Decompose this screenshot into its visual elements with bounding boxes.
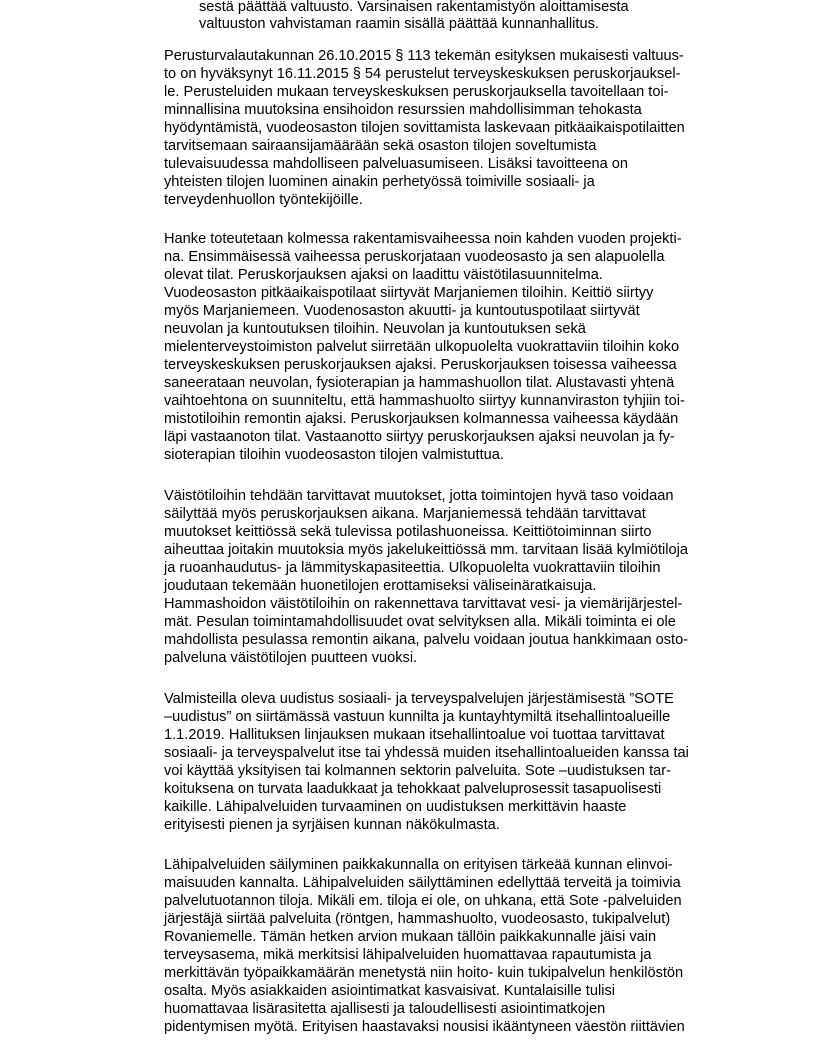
paragraph-3-line: mät. Pesulan toimintamahdollisuudet ovat selvityksen alla. Mikäli toiminta ei ole — [164, 614, 676, 630]
paragraph-3-line: Hammashoidon väistötiloihin on rakennettava tarvittavat vesi- ja viemärijärjestel- — [164, 596, 683, 612]
paragraph-1-line: terveydenhuollon työntekijöille. — [164, 192, 363, 208]
paragraph-3-line: aiheuttaa joitakin muutoksia myös jakelukeittiössä mm. tarvitaan lisää kylmiötiloja — [164, 542, 688, 558]
paragraph-2-line: läpi vastaanoton tilat. Vastaanotto siirtyy peruskorjauksen ajaksi neuvolan ja fy- — [164, 429, 675, 445]
paragraph-3-line: säilyttää myös peruskorjauksen aikana. Marjaniemessä tehdään tarvittavat — [164, 506, 646, 522]
intro-line: sestä päättää valtuusto. Varsinaisen rakentamistyön aloittamisesta — [199, 0, 629, 15]
paragraph-2-line: Hanke toteutetaan kolmessa rakentamisvaiheessa noin kahden vuoden projekti- — [164, 231, 682, 247]
paragraph-4-line: 1.1.2019. Hallituksen linjauksen mukaan itsehallintoalue voi tuottaa tarvittavat — [164, 727, 665, 743]
paragraph-1-line: to on hyväksynyt 16.11.2015 § 54 perustelut terveyskeskuksen peruskorjauksel- — [164, 66, 681, 82]
paragraph-4-line: erityisesti pienen ja syrjäisen kunnan näkökulmasta. — [164, 817, 500, 833]
paragraph-5-line: merkittävän työpaikkamäärän menetystä niin hoito- kuin tukipalvelun henkilöstön — [164, 965, 684, 981]
paragraph-2-line: neuvolan ja kuntoutuksen tiloihin. Neuvolan ja kuntoutuksen sekä — [164, 321, 586, 337]
paragraph-5-line: osalta. Myös asiakkaiden asiointimatkat kasvaisivat. Kuntalaisille tulisi — [164, 983, 615, 999]
intro-line: valtuuston vahvistaman raamin sisällä päättää kunnanhallitus. — [199, 16, 599, 32]
paragraph-2-line: mielenterveystoimiston palvelut siirretään ulkopuolelta vuokrattaviin tiloihin koko — [164, 339, 680, 355]
paragraph-3-line: mahdollista pesulassa remontin aikana, palvelu voidaan joutua hankkimaan osto- — [164, 632, 689, 648]
paragraph-4-line: voi käyttää yksityisen tai kolmannen sektorin palveluita. Sote –uudistuksen tar- — [164, 763, 671, 779]
paragraph-3-line: Väistötiloihin tehdään tarvittavat muutokset, jotta toimintojen hyvä taso voidaan — [164, 488, 674, 504]
paragraph-2-line: olevat tilat. Peruskorjauksen ajaksi on laadittu väistötilasuunnitelma. — [164, 267, 603, 283]
paragraph-2-line: vaihtoehtona on suunniteltu, että hammashuolto siirtyy kunnanviraston tyhjiin toi- — [164, 393, 685, 409]
paragraph-4-line: kaikille. Lähipalveluiden turvaaminen on uudistuksen merkittävin haaste — [164, 799, 627, 815]
paragraph-5-line: terveysasema, mikä merkitsisi lähipalveluiden huomattavaa rapautumista ja — [164, 947, 652, 963]
paragraph-3-line: ja ruoanhaudutus- ja lämmityskapasiteettia. Ulkopuolelta vuokrattaviin tiloihin — [164, 560, 661, 576]
paragraph-2-line: saneerataan neuvolan, fysioterapian ja hammashuollon tilat. Alustavasti yhtenä — [164, 375, 675, 391]
paragraph-1-line: tarvitsemaan sairaansijamäärään sekä osaston tilojen soveltumista — [164, 138, 597, 154]
paragraph-5-line: Lähipalveluiden säilyminen paikkakunnalla on erityisen tärkeää kunnan elinvoi- — [164, 857, 673, 873]
paragraph-1-line: minnallisina muutoksina ensihoidon resurssien mahdollisimman tehokasta — [164, 102, 642, 118]
paragraph-1-line: yhteisten tilojen luominen ainakin perhetyössä toimiville sosiaali- ja — [164, 174, 595, 190]
paragraph-2-line: na. Ensimmäisessä vaiheessa peruskorjataan vuodeosasto ja sen alapuolella — [164, 249, 665, 265]
paragraph-5-line: Rovaniemelle. Tämän hetken arvion mukaan tällöin paikkakunnalle jäisi vain — [164, 929, 657, 945]
paragraph-5-line: pidentymisen myötä. Erityisen haastavaksi nousisi ikääntyneen väestön riittävien — [164, 1019, 685, 1035]
paragraph-4-line: –uudistus” on siirtämässä vastuun kunnilta ja kuntayhtymiltä itsehallintoalueille — [164, 709, 671, 725]
paragraph-3-line: joudutaan tekemään huonetilojen erottamiseksi väliseinäratkaisuja. — [164, 578, 597, 594]
paragraph-2-line: terveyskeskuksen peruskorjauksen ajaksi. Peruskorjauksen toisessa vaiheessa — [164, 357, 677, 373]
paragraph-1-line: Perusturvalautakunnan 26.10.2015 § 113 tekemän esityksen mukaisesti valtuus- — [164, 48, 684, 64]
paragraph-1-line: hyödyntämistä, vuodeosaston tilojen sovittamista laskevaan pitkäaikaispotilaitten — [164, 120, 685, 136]
paragraph-1-line: le. Perusteluiden mukaan terveyskeskuksen peruskorjauksella tavoitellaan toi- — [164, 84, 669, 100]
paragraph-4-line: sosiaali- ja terveyspalvelut itse tai yhdessä muiden itsehallintoalueiden kanssa tai — [164, 745, 689, 761]
paragraph-3-line: palveluna väistötilojen puutteen vuoksi. — [164, 650, 418, 666]
paragraph-4-line: Valmisteilla oleva uudistus sosiaali- ja terveyspalvelujen järjestämisestä ”SOTE — [164, 691, 674, 707]
paragraph-5-line: järjestäjä siirtää palveluita (röntgen, hammashuolto, vuodeosasto, tukipalvelut) — [164, 911, 671, 927]
paragraph-2-line: mistotiloihin remontin ajaksi. Peruskorjauksen kolmannessa vaiheessa käydään — [164, 411, 679, 427]
paragraph-5-line: huomattavaa lisärasitetta ajallisesti ja taloudellisesti asiointimatkojen — [164, 1001, 606, 1017]
paragraph-5-line: maisuuden kannalta. Lähipalveluiden säilyttäminen edellyttää terveitä ja toimivia — [164, 875, 681, 891]
paragraph-2-line: myös Marjaniemeen. Vuodenosaston akuutti- ja kuntoutuspotilaat siirtyvät — [164, 303, 640, 319]
paragraph-2-line: sioterapian tiloihin vuodeosaston tilojen valmistuttua. — [164, 447, 504, 463]
paragraph-3-line: muutokset keittiössä sekä tulevissa potilashuoneissa. Keittiötoiminnan siirto — [164, 524, 652, 540]
paragraph-2-line: Vuodeosaston pitkäaikaispotilaat siirtyvät Marjaniemen tiloihin. Keittiö siirtyy — [164, 285, 654, 301]
paragraph-1-line: tulevaisuudessa mahdolliseen palveluasumiseen. Lisäksi tavoitteena on — [164, 156, 629, 172]
paragraph-4-line: koituksena on turvata laadukkaat ja tehokkaat palveluprosessit tasapuolisesti — [164, 781, 662, 797]
paragraph-5-line: palvelutuotannon tiloja. Mikäli em. tiloja ei ole, on uhkana, että Sote -palveluiden — [164, 893, 682, 909]
